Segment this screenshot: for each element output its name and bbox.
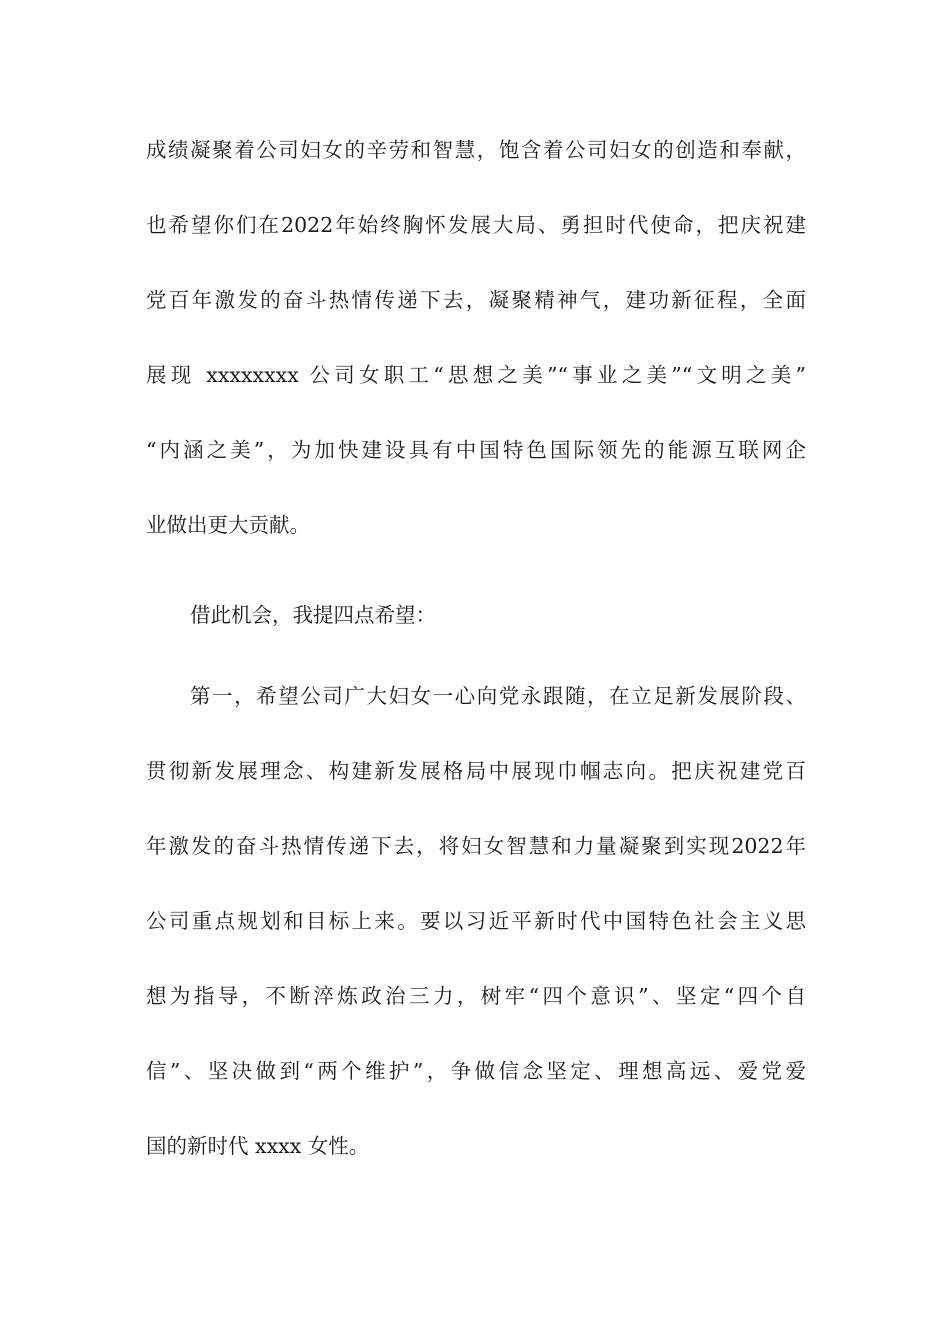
paragraph-3-line-6: 信”、坚决做到“两个维护”，争做信念坚定、理想高远、爱党爱 — [146, 1059, 806, 1083]
paragraph-2-line-1: 借此机会，我提四点希望： — [190, 603, 436, 627]
paragraph-3-line-2: 贯彻新发展理念、构建新发展格局中展现巾帼志向。把庆祝建党百 — [146, 759, 806, 783]
paragraph-3-line-1: 第一，希望公司广大妇女一心向党永跟随，在立足新发展阶段、 — [190, 684, 806, 708]
paragraph-1-line-4: 展现 xxxxxxxx 公司女职工“思想之美”“事业之美”“文明之美” — [146, 363, 806, 387]
paragraph-3-line-7: 国的新时代 xxxx 女性。 — [146, 1134, 370, 1158]
paragraph-1-line-1: 成绩凝聚着公司妇女的辛劳和智慧，饱含着公司妇女的创造和奉献， — [146, 138, 806, 162]
paragraph-1-line-6: 业做出更大贡献。 — [146, 513, 310, 537]
paragraph-3-line-4: 公司重点规划和目标上来。要以习近平新时代中国特色社会主义思 — [146, 909, 806, 933]
paragraph-1-line-5: “内涵之美”，为加快建设具有中国特色国际领先的能源互联网企 — [146, 438, 806, 462]
paragraph-3-line-3: 年激发的奋斗热情传递下去，将妇女智慧和力量凝聚到实现2022年 — [146, 834, 806, 858]
paragraph-1-line-3: 党百年激发的奋斗热情传递下去，凝聚精神气，建功新征程，全面 — [146, 288, 806, 312]
paragraph-1-line-2: 也希望你们在2022年始终胸怀发展大局、勇担时代使命，把庆祝建 — [146, 213, 806, 237]
paragraph-3-line-5: 想为指导，不断淬炼政治三力，树牢“四个意识”、坚定“四个自 — [146, 984, 806, 1008]
